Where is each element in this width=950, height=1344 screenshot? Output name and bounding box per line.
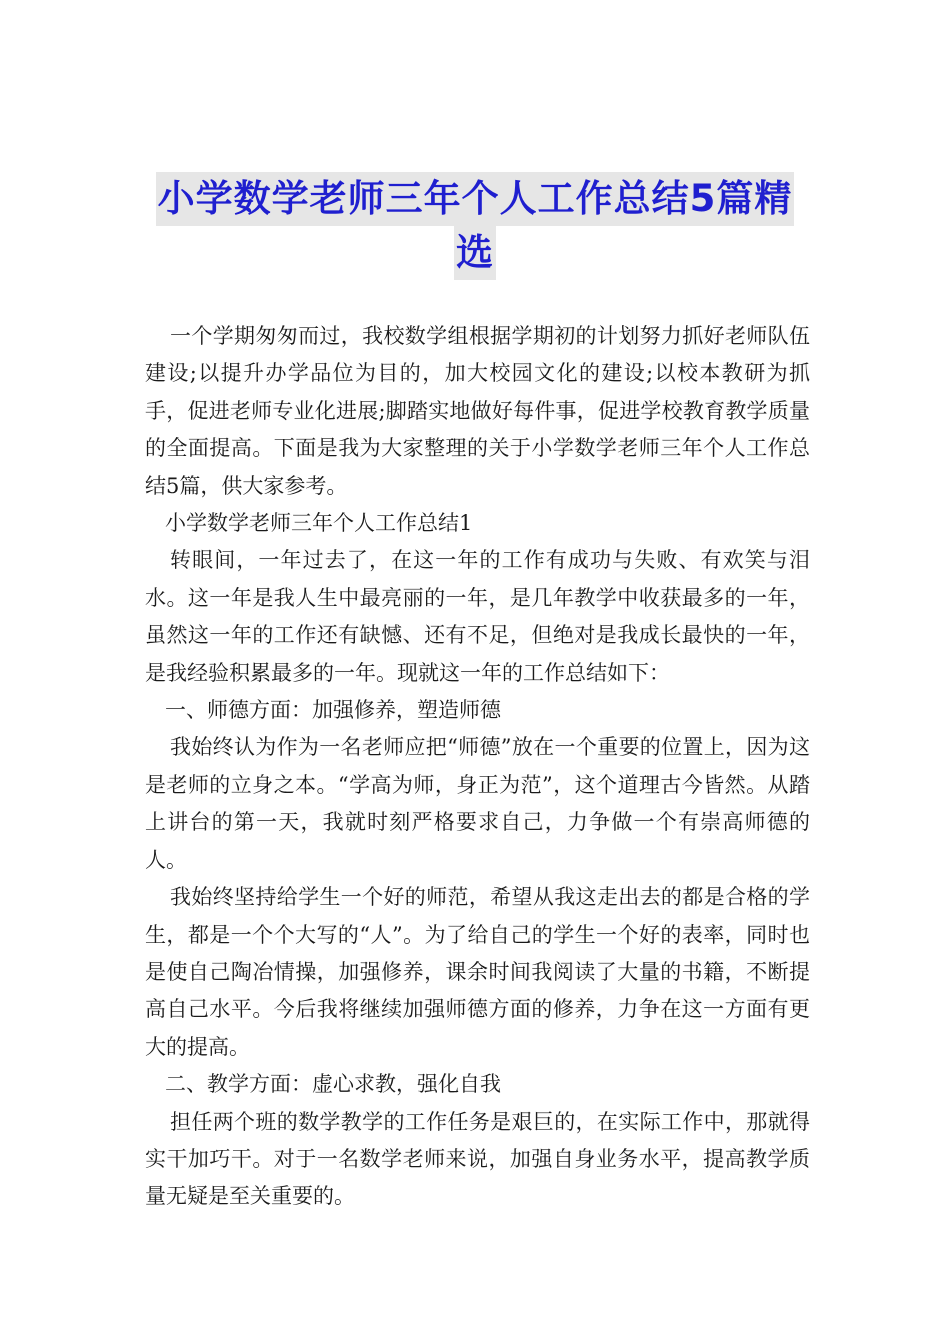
intro-paragraph: 一个学期匆匆而过，我校数学组根据学期初的计划努力抓好老师队伍建设;以提升办学品位为目的，加大校园文化的建设;以校本教研为抓手，促进老师专业化进展;脚踏实地做好每件事，促进学校教育教学质量的全面提高。下面是我为大家整理的关于小学数学老师三年个人工作总结5篇，供大家参考。 <box>145 324 810 498</box>
article-subtitle: 小学数学老师三年个人工作总结1 <box>165 511 473 536</box>
body-paragraph: 我始终坚持给学生一个好的师范，希望从我这走出去的都是合格的学生，都是一个个大写的“人”。为了给自己的学生一个好的表率，同时也是使自己陶冶情操，加强修养，课余时间我阅读了大量的书籍，不断提高自己水平。今后我将继续加强师德方面的修养，力争在这一方面有更大的提高。 <box>145 885 810 1059</box>
section-heading: 一、师德方面：加强修养，塑造师德 <box>165 698 501 723</box>
section-heading: 二、教学方面：虚心求教，强化自我 <box>165 1072 501 1097</box>
title-line-1: 小学数学老师三年个人工作总结5篇精 <box>156 172 795 226</box>
body-paragraph: 担任两个班的数学教学的工作任务是艰巨的，在实际工作中，那就得实干加巧干。对于一名数学老师来说，加强自身业务水平，提高教学质量无疑是至关重要的。 <box>145 1109 810 1209</box>
body-paragraph: 我始终认为作为一名老师应把“师德”放在一个重要的位置上，因为这是老师的立身之本。“学高为师，身正为范”，这个道理古今皆然。从踏上讲台的第一天，我就时刻严格要求自己，力争做一个有崇高师德的人。 <box>145 735 810 872</box>
document-title <box>120 172 830 280</box>
document-body <box>145 318 810 1216</box>
title-line-2: 选 <box>454 226 496 280</box>
body-paragraph: 转眼间，一年过去了，在这一年的工作有成功与失败、有欢笑与泪水。这一年是我人生中最亮丽的一年，是几年教学中收获最多的一年，虽然这一年的工作还有缺憾、还有不足，但绝对是我成长最快的一年，是我经验积累最多的一年。现就这一年的工作总结如下： <box>145 548 810 685</box>
